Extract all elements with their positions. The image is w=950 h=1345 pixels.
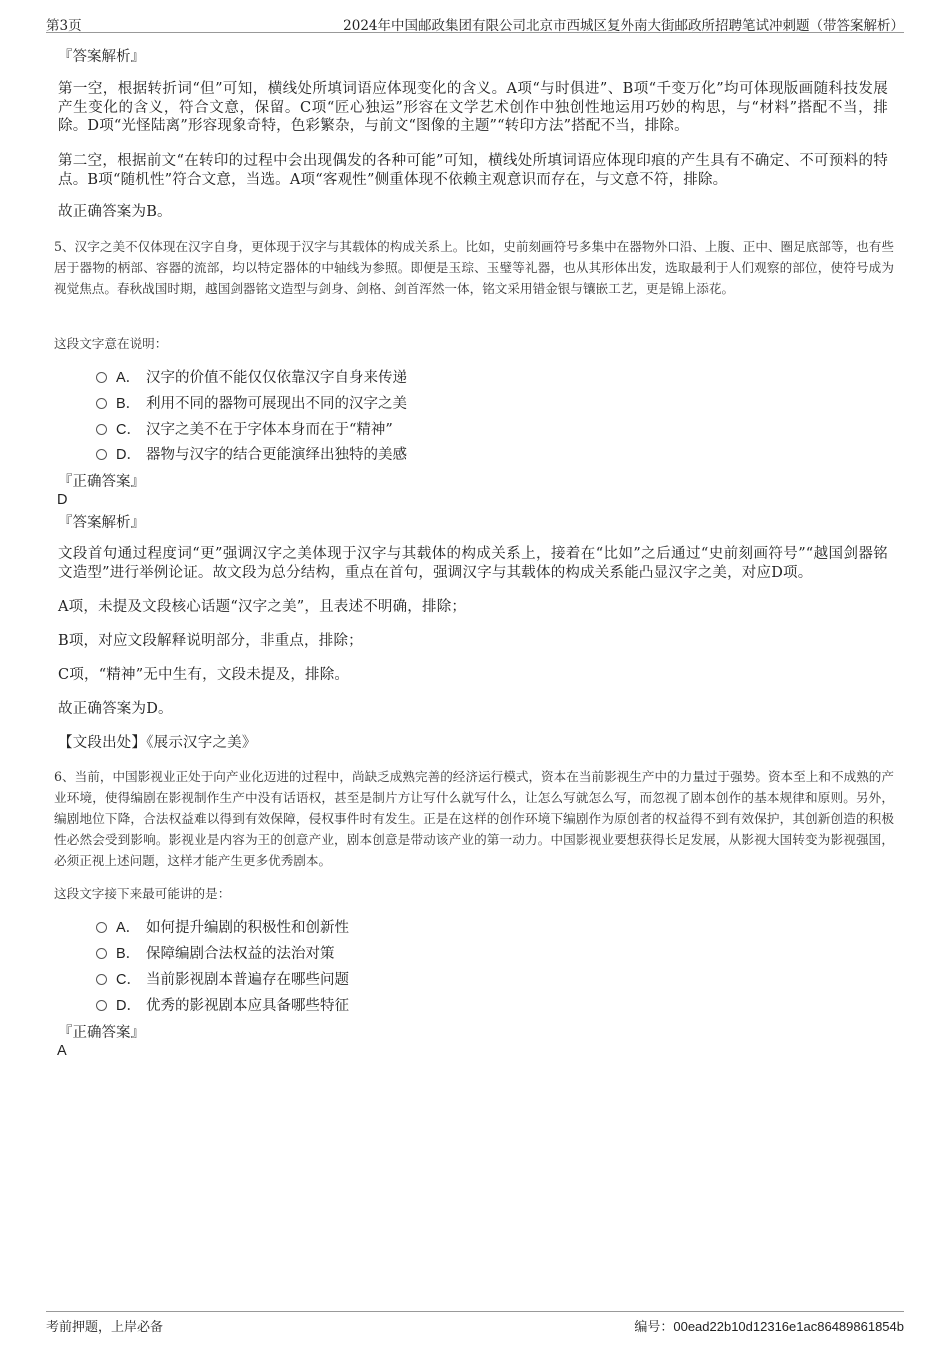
radio-icon[interactable]: [96, 1000, 107, 1011]
q5-source: 【文段出处】《展示汉字之美》: [58, 735, 257, 751]
radio-icon[interactable]: [96, 974, 107, 985]
q4-analysis-para1: 第一空，根据转折词“但”可知，横线处所填词语应体现变化的含义。A项“与时俱进”、B项“千变万化”均可体现版画随科技发展产生变化的含义，符合文意，保留。C项“匠心独运”形容在文学艺术创作中独创性地运用巧妙的构思，与“材料”搭配不当，排除。D项“光怪陆离”形容现象奇特，色彩繁杂，与前文“图像的主题”“转印方法”搭配不当，排除。: [58, 81, 888, 134]
q5-answer-label: 『正确答案』: [58, 474, 145, 490]
q6-option-c[interactable]: C． 当前影视剧本普遍存在哪些问题: [96, 971, 349, 989]
q6-answer-label: 『正确答案』: [58, 1025, 145, 1041]
radio-icon[interactable]: [96, 922, 107, 933]
q5-option-d[interactable]: D． 器物与汉字的结合更能演绎出独特的美感: [96, 446, 407, 464]
document-title: 2024年中国邮政集团有限公司北京市西城区复外南大街邮政所招聘笔试冲刺题（带答案解析）: [343, 18, 904, 34]
q5-conclusion: 故正确答案为D。: [58, 701, 173, 717]
radio-icon[interactable]: [96, 449, 107, 460]
q6-option-a[interactable]: A． 如何提升编剧的积极性和创新性: [96, 919, 349, 937]
q5-analysis-para2: A项，未提及文段核心话题“汉字之美”，且表述不明确，排除；: [58, 599, 467, 615]
q5-option-b[interactable]: B． 利用不同的器物可展现出不同的汉字之美: [96, 395, 407, 413]
q5-analysis-label: 『答案解析』: [58, 515, 145, 531]
q4-analysis-label: 『答案解析』: [58, 49, 145, 65]
radio-icon[interactable]: [96, 398, 107, 409]
page-number: 第3页: [46, 18, 82, 34]
q4-conclusion: 故正确答案为B。: [58, 204, 172, 220]
q5-analysis-para1: 文段首句通过程度词“更”强调汉字之美体现于汉字与其载体的构成关系上，接着在“比如”之后通过“史前刻画符号”“越国剑器铭文造型”进行举例论证。故文段为总分结构，重点在首句，强调汉字与其载体的构成关系能凸显汉字之美，对应D项。: [58, 546, 888, 581]
q4-analysis-para2: 第二空，根据前文“在转印的过程中会出现偶发的各种可能”可知，横线处所填词语应体现印痕的产生具有不确定、不可预料的特点。B项“随机性”符合文意，当选。A项“客观性”侧重体现不依赖主观意识而存在，与文意不符，排除。: [58, 153, 888, 188]
q6-option-b[interactable]: B． 保障编剧合法权益的法治对策: [96, 945, 335, 963]
q5-prompt: 这段文字意在说明：: [54, 336, 168, 351]
q6-question: 6、当前，中国影视业正处于向产业化迈进的过程中，尚缺乏成熟完善的经济运行模式，资本在当前影视生产中的力量过于强势。资本至上和不成熟的产业环境，使得编剧在影视制作生产中没有话语权，甚至是制片方让写什么就写什么，让怎么写就怎么写，而忽视了剧本创作的基本规律和原则。另外，编剧地位下降，合法权益难以得到有效保障，侵权事件时有发生。正是在这样的创作环境下编剧作为原创者的权益得不到有效保护，其创新创造的积极性必然会受到影响。影视业是内容为王的创意产业，剧本创意是带动该产业的第一动力。中国影视业要想获得长足发展，从影视大国转变为影视强国，必须正视上述问题，这样才能产生更多优秀剧本。: [54, 769, 894, 868]
q6-option-d[interactable]: D． 优秀的影视剧本应具备哪些特征: [96, 997, 349, 1015]
radio-icon[interactable]: [96, 372, 107, 383]
radio-icon[interactable]: [96, 948, 107, 959]
q5-analysis-para3: B项，对应文段解释说明部分，非重点，排除；: [58, 633, 363, 649]
q6-prompt: 这段文字接下来最可能讲的是：: [54, 886, 231, 901]
q6-answer: A: [57, 1043, 67, 1059]
q5-question: 5、汉字之美不仅体现在汉字自身，更体现于汉字与其载体的构成关系上。比如，史前刻画符号多集中在器物外口沿、上腹、正中、圈足底部等，也有些居于器物的柄部、容器的流部，均以特定器体的中轴线为参照。即便是玉琮、玉璧等礼器，也从其形体出发，选取最利于人们观察的部位，使符号成为视觉焦点。春秋战国时期，越国剑器铭文造型与剑身、剑格、剑首浑然一体，铭文采用错金银与镶嵌工艺，更是锦上添花。: [54, 239, 894, 296]
q5-option-c[interactable]: C． 汉字之美不在于字体本身而在于“精神”: [96, 421, 393, 439]
radio-icon[interactable]: [96, 424, 107, 435]
footer-slogan: 考前押题，上岸必备: [46, 1320, 164, 1335]
page-header: [46, 12, 904, 33]
q5-option-a[interactable]: A． 汉字的价值不能仅仅依靠汉字自身来传递: [96, 369, 407, 387]
q5-analysis-para4: C项，“精神”无中生有，文段未提及，排除。: [58, 667, 350, 683]
page-footer: [46, 1311, 904, 1338]
q5-answer: D: [57, 492, 68, 508]
document-id: 编号：00ead22b10d12316e1ac86489861854b: [634, 1319, 904, 1334]
